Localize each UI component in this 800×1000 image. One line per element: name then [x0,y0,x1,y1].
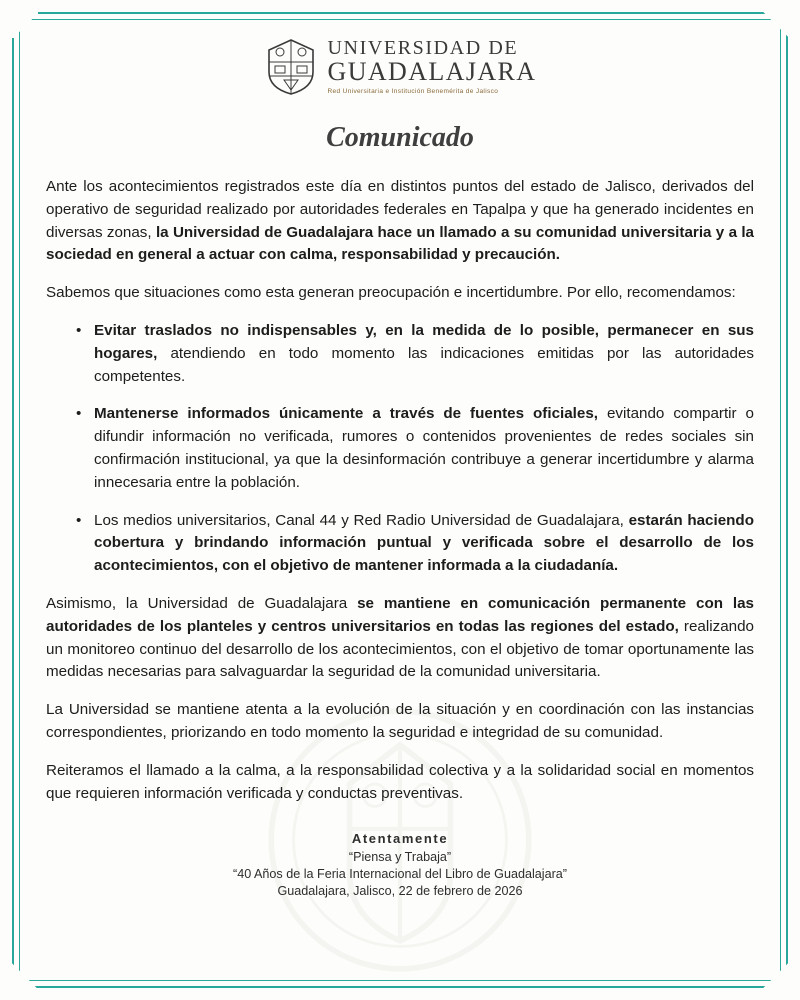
corner-ornament-top-left [12,12,38,38]
paragraph-intro-part1: Ante los acontecimientos registrados este día en distintos puntos del estado de Jalisco, derivados del operativo de seguridad realizado por autoridades federales en Tapalpa y que ha generado incidentes en diversas zonas, [46,178,754,241]
paragraph-monitoring: La Universidad se mantiene atenta a la evolución de la situación y en coordinación con las instancias correspondientes, priorizando en todo momento la seguridad e integridad de su comunidad. [46,701,754,741]
footer-motto: “Piensa y Trabaja” [348,850,452,865]
bullet-3-rest: estarán haciendo cobertura y brindando información puntual y verificada sobre el desarrollo de los acontecimientos, con el objetivo de mantener informada a la ciudadanía. [94,511,754,575]
paragraph-communication [46,593,754,684]
logo-tagline: Red Universitaria e Institución Benemérita de Jalisco [327,88,499,96]
list-item [76,510,754,578]
footer-place-date: Guadalajara, Jalisco, 22 de febrero de 2026 [277,884,523,899]
list-item [76,403,754,494]
bullet-2-lead: Mantenerse informados únicamente a través de fuentes oficiales, [94,405,599,423]
bullet-3-lead: Los medios universitarios, Canal 44 y Red Radio Universidad de Guadalajara, [94,511,629,529]
paragraph-intro-emphasis: la Universidad de Guadalajara hace un llamado a su comunidad universitaria y a la sociedad en general a actuar con calma, responsabilidad y precaución. [46,223,755,264]
university-logo [46,38,754,96]
corner-ornament-top-right [762,12,788,38]
footer-salutation: Atentamente [351,831,449,847]
bullet-1-lead: Evitar traslados no indispensables y, en la medida de lo posible, permanecer en sus hogares, [94,321,754,362]
university-logo-text [328,38,537,96]
page-title: Comunicado [326,122,474,153]
university-seal-icon [264,38,318,96]
paragraph-communication-part3: realizando un monitoreo continuo del desarrollo de los acontecimientos, con el objetivo de tomar oportunamente las medidas necesarias para salvaguardar la seguridad de la comunidad universitaria. [46,617,754,681]
paragraph-communication-part1: Asimismo, la Universidad de Guadalajara [46,594,358,612]
bullet-1-rest: atendiendo en todo momento las indicaciones emitidas por las autoridades competentes. [94,344,754,385]
paragraph-recommendations-lead: Sabemos que situaciones como esta generan preocupación e incertidumbre. Por ello, recomendamos: [46,284,736,302]
corner-ornament-bottom-right [762,962,788,988]
document-footer [46,831,754,898]
paragraph-intro [46,176,754,267]
logo-line-2: GUADALAJARA [327,57,537,87]
list-item [76,320,754,388]
paragraph-closing: Reiteramos el llamado a la calma, a la responsabilidad colectiva y a la solidaridad social en momentos que requieren información verificada y conductas preventivas. [46,761,754,802]
paragraph-communication-emphasis: se mantiene en comunicación permanente con las autoridades de los planteles y centros universitarios en todas las regiones del estado, [46,594,754,635]
document-content [46,30,754,974]
corner-ornament-bottom-left [12,962,38,988]
recommendations-list [46,320,754,578]
footer-anniversary: “40 Años de la Feria Internacional del Libro de Guadalajara” [233,867,567,882]
bullet-2-rest: evitando compartir o difundir información no verificada, rumores o contenidos provenientes de redes sociales sin confirmación institucional, ya que la desinformación contribuye a generar incertidumbre y alarma innecesaria entre la población. [94,405,754,491]
logo-line-1: UNIVERSIDAD DE [327,37,519,60]
